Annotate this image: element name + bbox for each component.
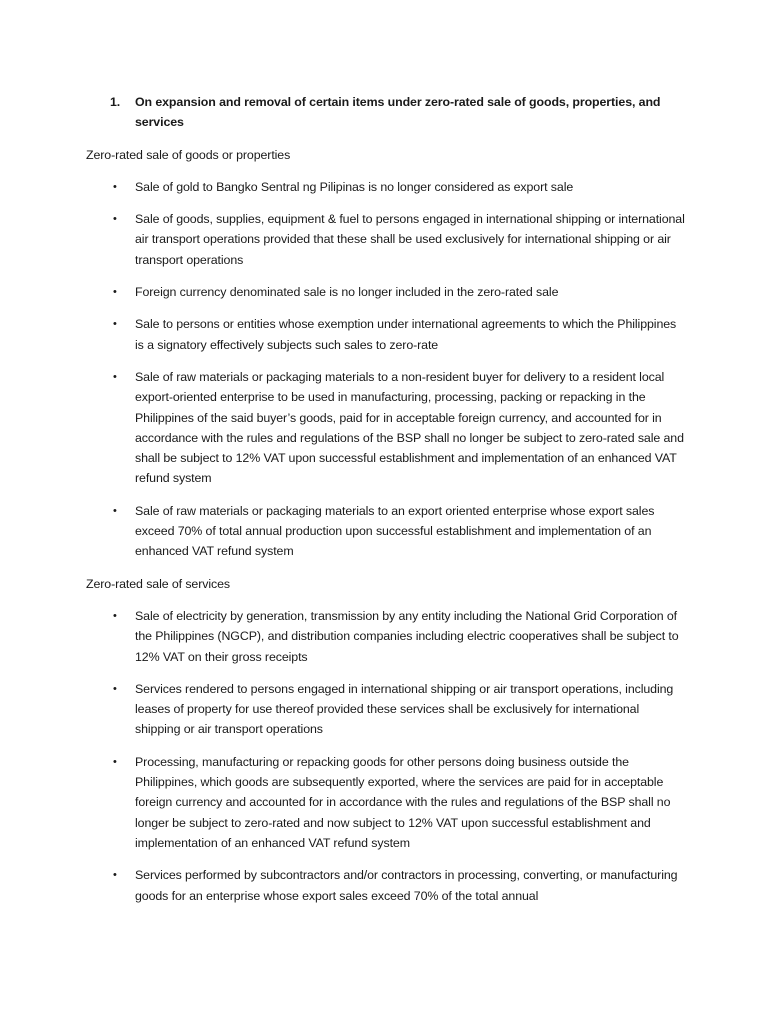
list-item-text: Sale to persons or entities whose exemption under international agreements to which the Philippines is a signatory effectively subjects such sales to zero-rate [135,317,677,352]
bullet-icon: • [113,213,117,226]
list-item [86,209,686,270]
bullet-icon: • [113,180,117,193]
document-content [86,92,686,918]
bullet-icon: • [113,504,117,517]
list-item [86,865,686,906]
bullet-icon: • [113,609,117,622]
list-item-text: Sale of gold to Bangko Sentral ng Pilipinas is no longer considered as export sale [135,179,574,194]
bullet-icon: • [113,682,117,695]
list-item [86,752,686,853]
list-item [86,177,686,197]
list-item [86,606,686,667]
bullet-list-services [86,606,686,906]
bullet-icon: • [113,318,117,331]
list-item-text: Services performed by subcontractors and/or contractors in processing, converting, or manufacturing goods for an enterprise whose export sales exceed 70% of the total annual [135,868,678,903]
list-item-text: Sale of electricity by generation, transmission by any entity including the National Grid Corporation of the Philippines (NGCP), and distribution companies including electric cooperatives shall be subject to 12% VAT on their gross receipts [135,608,679,664]
list-item-text: Processing, manufacturing or repacking goods for other persons doing business outside the Philippines, which goods are subsequently exported, where the services are paid for in acceptable foreign currency and accounted for in accordance with the rules and regulations of the BSP shall no longer be subject to zero-rated and now subject to 12% VAT upon successful establishment and implementation of an enhanced VAT refund system [135,754,671,850]
list-item [86,367,686,489]
heading-number: 1. [110,95,121,109]
bullet-icon: • [113,755,117,768]
list-item [86,679,686,740]
list-item [86,282,686,302]
bullet-list-goods [86,177,686,562]
list-item [86,501,686,562]
section-title-goods: Zero-rated sale of goods or properties [86,147,291,162]
bullet-icon: • [113,286,117,299]
list-item-text: Sale of goods, supplies, equipment & fuel to persons engaged in international shipping or international air transport operations provided that these shall be used exclusively for international shipping or air transport operations [135,212,685,267]
section-title-services: Zero-rated sale of services [86,576,230,591]
numbered-heading [86,92,686,133]
heading-text: On expansion and removal of certain items under zero-rated sale of goods, properties, and services [135,95,661,130]
list-item-text: Foreign currency denominated sale is no longer included in the zero-rated sale [135,285,559,300]
list-item-text: Sale of raw materials or packaging materials to an export oriented enterprise whose export sales exceed 70% of total annual production upon successful establishment and implementation of an enhanced VAT refund system [135,503,655,559]
bullet-icon: • [113,869,117,882]
list-item-text: Services rendered to persons engaged in international shipping or air transport operations, including leases of property for use thereof provided these services shall be exclusively for international shipping or air transport operations [135,681,674,737]
list-item-text: Sale of raw materials or packaging materials to a non-resident buyer for delivery to a resident local export-oriented enterprise to be used in manufacturing, processing, packing or repacking in the Philippines of the said buyer’s goods, paid for in acceptable foreign currency, and accounted for in accordance with the rules and regulations of the BSP shall no longer be subject to zero-rated sale and shall be subject to 12% VAT upon successful establishment and implementation of an enhanced VAT refund system [135,369,684,486]
list-item [86,314,686,355]
bullet-icon: • [113,370,117,383]
